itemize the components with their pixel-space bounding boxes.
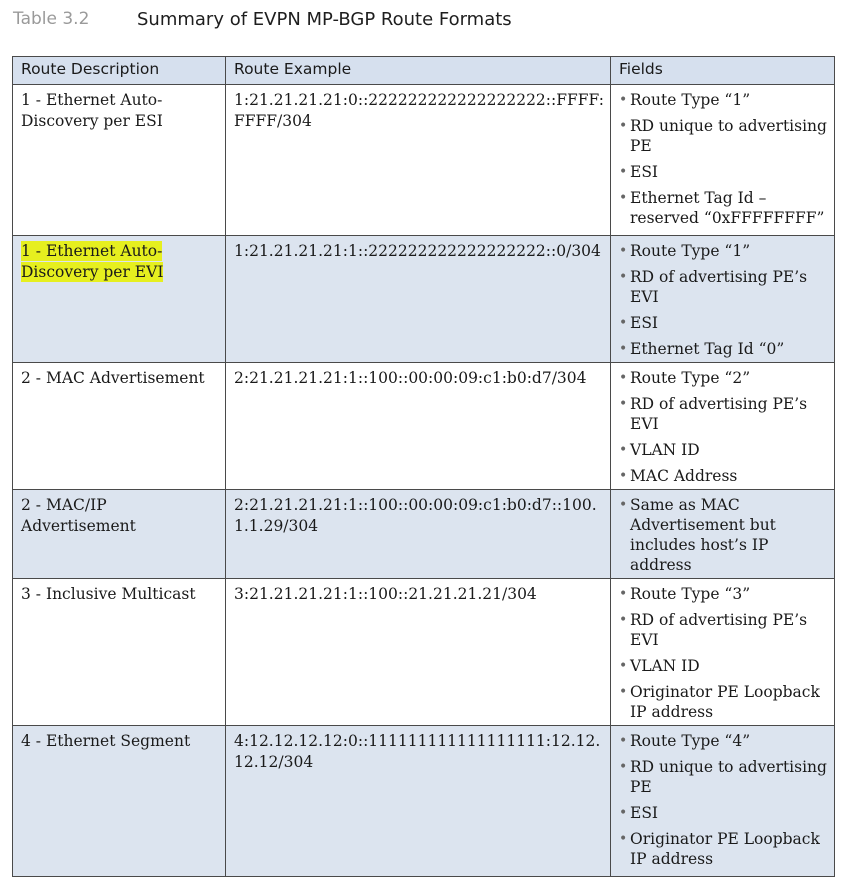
route-example-cell xyxy=(226,726,611,877)
field-item: • VLAN ID xyxy=(619,441,700,459)
header-route-description: Route Description xyxy=(13,57,226,85)
route-example: 1:21.21.21.21:1::222222222222222222::0/304 xyxy=(234,242,601,260)
field-item: • Same as MAC Advertisement but includes host’s IP address xyxy=(619,496,776,574)
route-description: 4 - Ethernet Segment xyxy=(21,732,191,750)
field-item: • ESI xyxy=(619,314,659,332)
field-item: • Route Type “3” xyxy=(619,585,751,603)
field-item: • Route Type “1” xyxy=(619,242,751,260)
field-item: • RD of advertising PE’s EVI xyxy=(619,268,808,306)
bullet-icon: • xyxy=(619,684,628,700)
route-description: 1 - Ethernet Auto-Discovery per ESI xyxy=(21,91,163,130)
route-example-cell xyxy=(226,490,611,579)
route-example: 3:21.21.21.21:1::100::21.21.21.21/304 xyxy=(234,585,537,603)
route-description-cell xyxy=(13,726,226,877)
route-description: 2 - MAC/IP Advertisement xyxy=(21,496,136,535)
fields-cell xyxy=(611,579,835,726)
route-description: 2 - MAC Advertisement xyxy=(21,369,205,387)
route-description-cell xyxy=(13,490,226,579)
bullet-icon: • xyxy=(619,118,628,134)
field-item: • RD unique to advertising PE xyxy=(619,758,827,796)
route-example: 2:21.21.21.21:1::100::00:00:09:c1:b0:d7::100.1.1.29/304 xyxy=(234,496,597,535)
field-item: • RD of advertising PE’s EVI xyxy=(619,611,808,649)
fields-list xyxy=(619,495,827,575)
field-item: • Route Type “1” xyxy=(619,91,751,109)
bullet-icon: • xyxy=(619,733,628,749)
table-row xyxy=(13,726,835,877)
field-item: • Ethernet Tag Id “0” xyxy=(619,340,785,358)
field-item: • RD of advertising PE’s EVI xyxy=(619,395,808,433)
field-item: • VLAN ID xyxy=(619,657,700,675)
route-example: 4:12.12.12.12:0::111111111111111111:12.12.12.12/304 xyxy=(234,732,601,771)
fields-cell xyxy=(611,490,835,579)
fields-cell xyxy=(611,363,835,490)
table-header-row xyxy=(13,57,835,85)
field-item: • ESI xyxy=(619,163,659,181)
bullet-icon: • xyxy=(619,315,628,331)
fields-list xyxy=(619,241,827,359)
table-number: Table 3.2 xyxy=(13,9,90,29)
field-item: • Route Type “2” xyxy=(619,369,751,387)
fields-cell xyxy=(611,236,835,363)
route-example: 1:21.21.21.21:0::222222222222222222::FFFF:FFFF/304 xyxy=(234,91,604,130)
bullet-icon: • xyxy=(619,586,628,602)
route-description-cell xyxy=(13,579,226,726)
table-title: Summary of EVPN MP-BGP Route Formats xyxy=(137,8,512,30)
fields-list xyxy=(619,731,827,869)
field-item: • ESI xyxy=(619,804,659,822)
bullet-icon: • xyxy=(619,442,628,458)
bullet-icon: • xyxy=(619,805,628,821)
bullet-icon: • xyxy=(619,396,628,412)
field-item: • Ethernet Tag Id – reserved “0xFFFFFFFF” xyxy=(619,189,825,227)
header-route-example: Route Example xyxy=(226,57,611,85)
bullet-icon: • xyxy=(619,164,628,180)
bullet-icon: • xyxy=(619,341,628,357)
route-description-cell xyxy=(13,85,226,236)
route-example-cell xyxy=(226,236,611,363)
fields-list xyxy=(619,368,827,486)
fields-cell xyxy=(611,726,835,877)
table-row xyxy=(13,579,835,726)
route-description-cell xyxy=(13,236,226,363)
table-row xyxy=(13,363,835,490)
route-example-cell xyxy=(226,363,611,490)
bullet-icon: • xyxy=(619,612,628,628)
bullet-icon: • xyxy=(619,370,628,386)
route-example: 2:21.21.21.21:1::100::00:00:09:c1:b0:d7/304 xyxy=(234,369,587,387)
table-row xyxy=(13,490,835,579)
bullet-icon: • xyxy=(619,658,628,674)
header-fields: Fields xyxy=(611,57,835,85)
route-description-cell xyxy=(13,363,226,490)
bullet-icon: • xyxy=(619,269,628,285)
bullet-icon: • xyxy=(619,190,628,206)
table-row xyxy=(13,236,835,363)
bullet-icon: • xyxy=(619,92,628,108)
field-item: • RD unique to advertising PE xyxy=(619,117,827,155)
fields-list xyxy=(619,584,827,722)
table-caption xyxy=(13,6,512,32)
route-example-cell xyxy=(226,85,611,236)
bullet-icon: • xyxy=(619,759,628,775)
table-row xyxy=(13,85,835,236)
route-example-cell xyxy=(226,579,611,726)
bullet-icon: • xyxy=(619,243,628,259)
fields-list xyxy=(619,90,827,228)
field-item: • Originator PE Loopback IP address xyxy=(619,830,820,868)
bullet-icon: • xyxy=(619,831,628,847)
field-item: • Originator PE Loopback IP address xyxy=(619,683,820,721)
bullet-icon: • xyxy=(619,497,628,513)
route-formats-table xyxy=(12,56,835,877)
field-item: • MAC Address xyxy=(619,467,738,485)
fields-cell xyxy=(611,85,835,236)
bullet-icon: • xyxy=(619,468,628,484)
field-item: • Route Type “4” xyxy=(619,732,751,750)
highlighted-route-description: 1 - Ethernet Auto-Discovery per EVI xyxy=(21,242,164,281)
route-description: 3 - Inclusive Multicast xyxy=(21,585,196,603)
